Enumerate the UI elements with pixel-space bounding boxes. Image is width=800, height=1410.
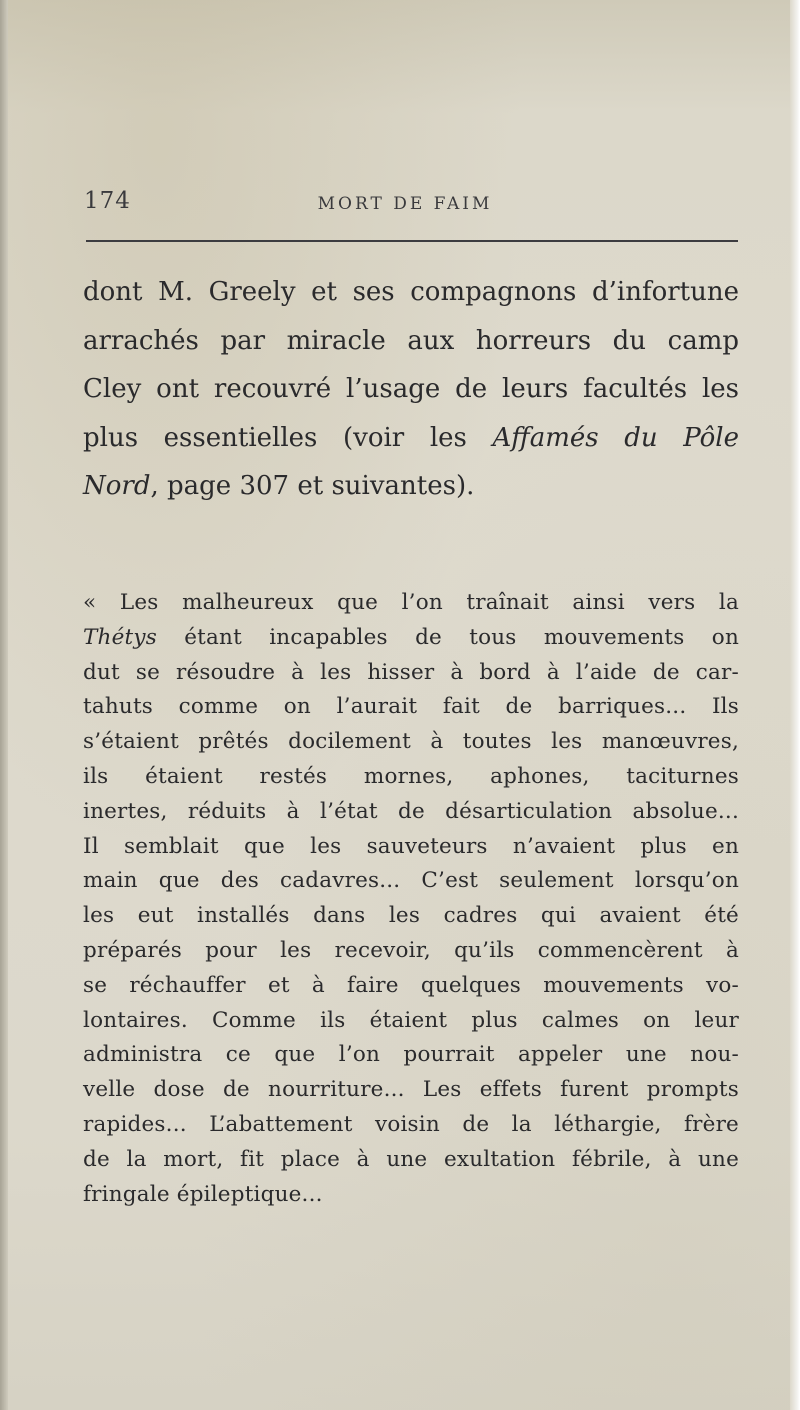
- text-segment: plus essentielles (voir les: [83, 422, 493, 453]
- text-line: [83, 462, 739, 511]
- quote-paragraph: [83, 586, 739, 1212]
- text-line: les eut installés dans les cadres qui avaient été: [83, 903, 739, 929]
- text-line: [83, 621, 739, 656]
- intro-paragraph: [83, 268, 739, 511]
- text-line: dont M. Greely et ses compagnons d’infortune: [83, 277, 739, 307]
- text-line: « Les malheureux que l’on traînait ainsi vers la: [83, 590, 739, 615]
- text-line: [83, 414, 739, 463]
- text-line: tahuts comme on l’aurait fait de barriques... Ils: [83, 694, 739, 720]
- ship-name: Thétys: [83, 624, 157, 650]
- text-segment: , page 307 et suivantes).: [150, 471, 475, 501]
- text-line: lontaires. Comme ils étaient plus calmes on leur: [83, 1007, 739, 1033]
- text-line: de la mort, fit place à une exultation fébrile, à une: [83, 1146, 739, 1172]
- text-line: velle dose de nourriture... Les effets furent prompts: [83, 1077, 739, 1103]
- text-line: Cley ont recouvré l’usage de leurs facultés les: [83, 374, 739, 404]
- text-line: main que des cadavres... C’est seulement lorsqu’on: [83, 868, 739, 894]
- text-line: dut se résoudre à les hisser à bord à l’aide de car-: [83, 659, 739, 685]
- page-number: 174: [84, 188, 131, 214]
- text-line: ils étaient restés mornes, aphones, taciturnes: [83, 763, 739, 789]
- text-line: Il semblait que les sauveteurs n’avaient plus en: [83, 833, 739, 859]
- text-line: administra ce que l’on pourrait appeler une nou-: [83, 1042, 739, 1068]
- text-line: fringale épileptique...: [83, 1181, 323, 1207]
- text-line: arrachés par miracle aux horreurs du camp: [83, 325, 739, 356]
- book-title-part2: Nord: [83, 471, 151, 501]
- text-line: s’étaient prêtés docilement à toutes les manœuvres,: [83, 729, 739, 755]
- text-line: préparés pour les recevoir, qu’ils commencèrent à: [83, 937, 739, 963]
- text-segment: étant incapables de tous mouvements on: [156, 624, 739, 650]
- book-title-part1: Affamés du Pôle: [492, 422, 739, 453]
- running-head: MORT DE FAIM: [317, 194, 493, 214]
- text-line: rapides... L’abattement voisin de la léthargie, frère: [83, 1111, 739, 1137]
- text-line: se réchauffer et à faire quelques mouvements vo-: [83, 972, 739, 998]
- header-rule: [86, 240, 738, 242]
- text-line: inertes, réduits à l’état de désarticulation absolue...: [83, 798, 739, 824]
